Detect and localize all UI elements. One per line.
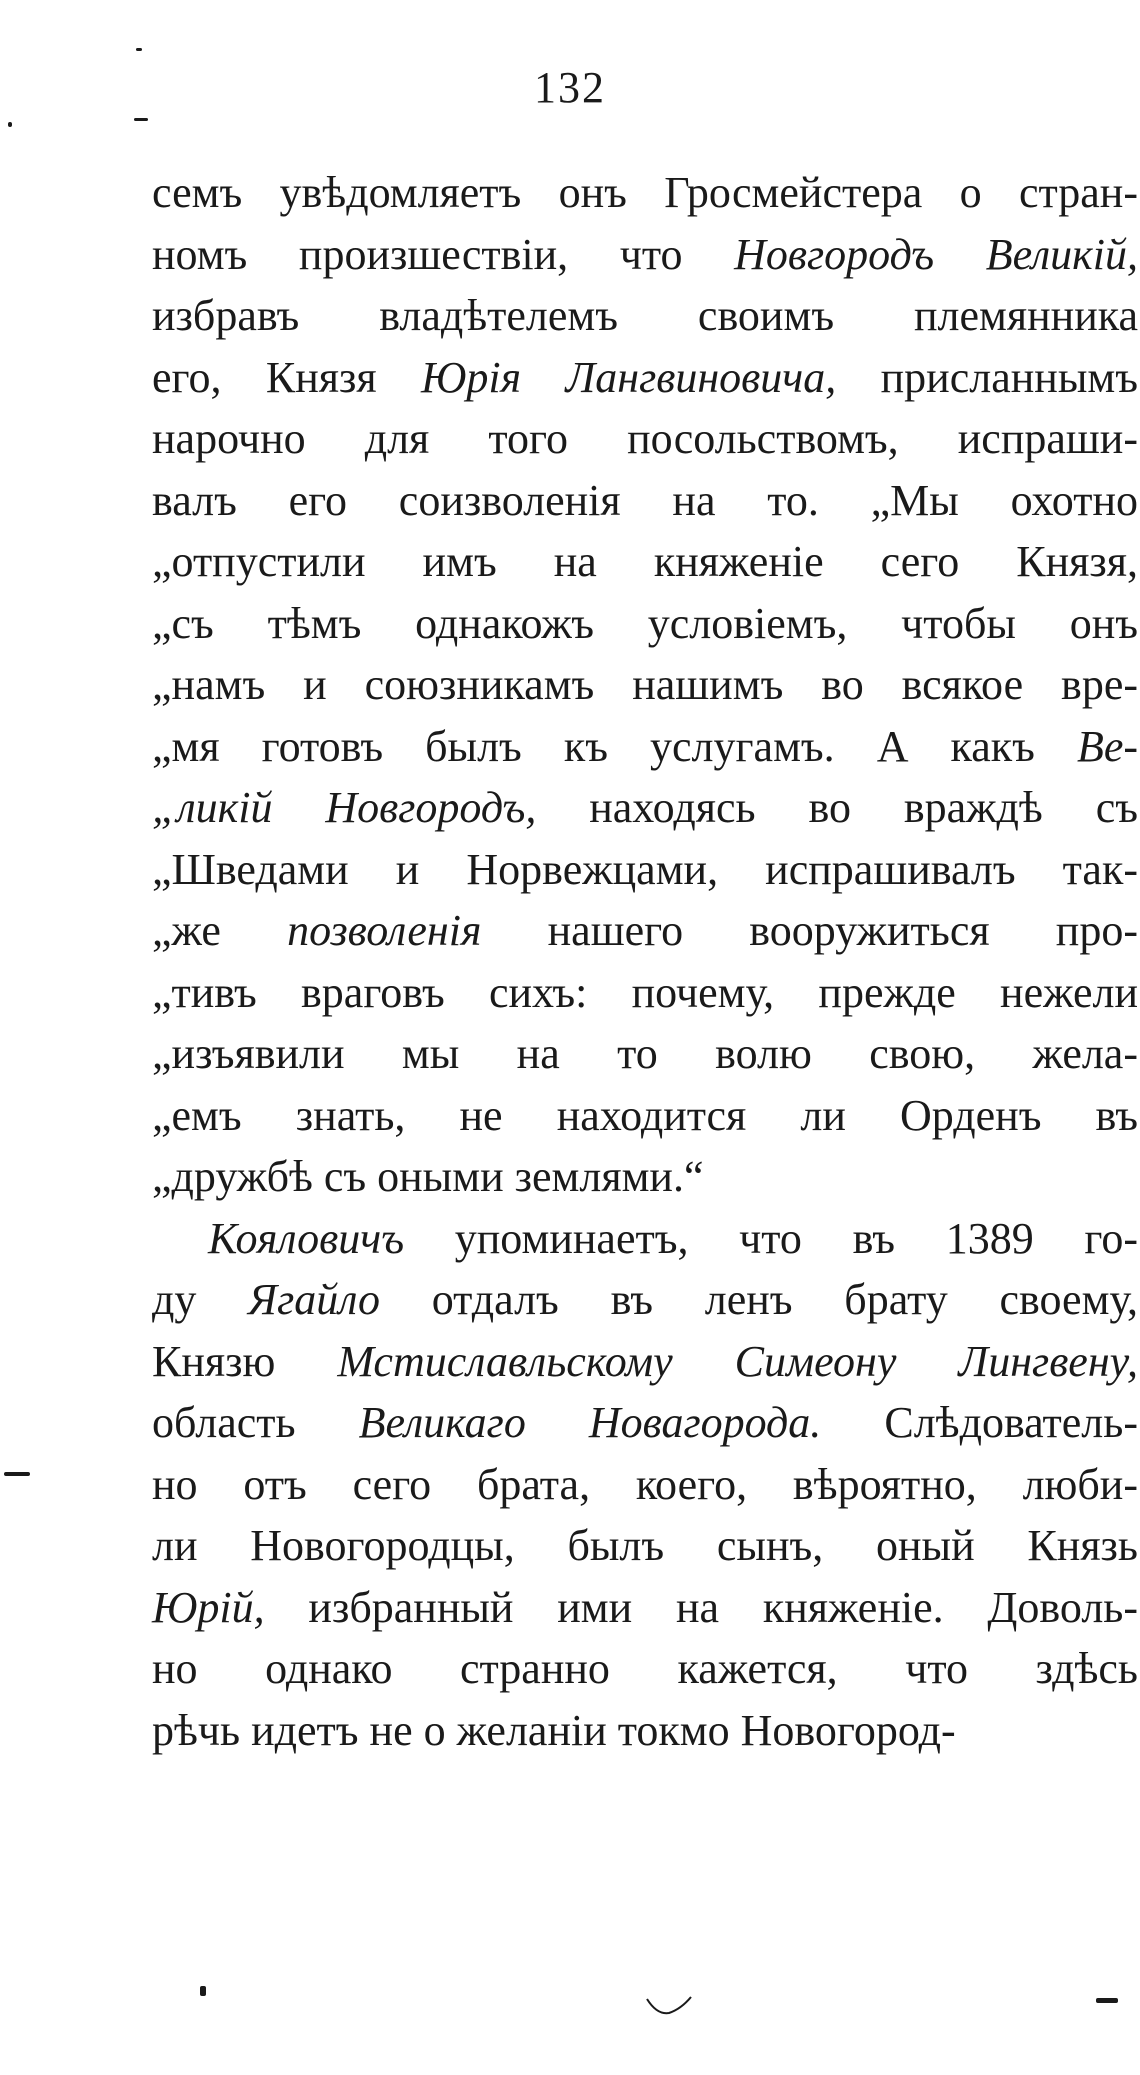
text-line <box>152 285 1138 347</box>
text-line <box>152 1085 1138 1147</box>
text-segment: его, Князя <box>152 352 421 402</box>
text-line <box>152 716 1138 778</box>
text-line <box>152 593 1138 655</box>
signature-mark <box>645 1995 693 2017</box>
text-segment: „Шведами и Норвежцами, испрашивалъ так- <box>152 844 1138 894</box>
text-line <box>152 962 1138 1024</box>
text-line <box>152 347 1138 409</box>
text-segment: номъ произшествіи, что <box>152 229 735 279</box>
italic-text: Юрія Лангвиновича, <box>420 352 837 402</box>
text-line <box>152 900 1138 962</box>
text-line <box>152 1331 1138 1393</box>
scan-speck <box>4 1472 30 1476</box>
text-segment: упоминаетъ, что въ 1389 го- <box>404 1213 1138 1263</box>
text-segment: избравъ владѣтелемъ своимъ племянника <box>152 291 1138 340</box>
text-line <box>152 531 1138 593</box>
text-line <box>152 1515 1138 1577</box>
text-segment: „намъ и союзникамъ нашимъ во всякое вре- <box>152 660 1138 709</box>
text-segment: „дружбѣ съ оными землями.“ <box>152 1152 704 1201</box>
text-segment: избранный ими на княженіе. Доволь- <box>264 1582 1138 1632</box>
scan-speck <box>1096 1998 1118 2003</box>
text-line <box>152 162 1138 224</box>
scan-speck <box>136 48 142 51</box>
italic-text: позволенія <box>287 906 482 955</box>
text-segment: „отпустили имъ на княженіе сего Князя, <box>152 537 1138 586</box>
text-segment: нарочно для того посольствомъ, испраши- <box>152 414 1138 463</box>
text-line <box>152 1638 1138 1700</box>
text-line <box>152 470 1138 532</box>
italic-text: Ягайло <box>248 1275 380 1324</box>
text-line <box>152 1269 1138 1331</box>
text-line <box>152 1208 1138 1270</box>
text-segment: „емъ знать, не находится ли Орденъ въ <box>152 1090 1138 1140</box>
text-line <box>152 1454 1138 1516</box>
text-segment: ду <box>152 1275 249 1324</box>
text-segment: „мя готовъ былъ къ услугамъ. А какъ <box>152 721 1077 771</box>
text-segment: Слѣдователь- <box>821 1398 1138 1447</box>
text-segment: Князю <box>152 1336 338 1386</box>
text-line <box>152 1392 1138 1454</box>
text-segment: семъ увѣдомляетъ онъ Гросмейстера о стран- <box>152 168 1138 217</box>
italic-text: Юрій, <box>152 1582 265 1632</box>
text-segment: рѣчь идетъ не о желаніи токмо Новогород- <box>152 1705 956 1755</box>
italic-text: Великаго Новагорода. <box>358 1398 822 1447</box>
text-line <box>152 1577 1138 1639</box>
body-text <box>152 162 1138 1761</box>
text-segment: область <box>152 1398 359 1447</box>
page-number: 132 <box>534 63 606 112</box>
text-segment: нашего вооружиться про- <box>481 906 1138 955</box>
text-segment: но отъ сего брата, коего, вѣроятно, люби- <box>152 1459 1138 1509</box>
text-line <box>152 654 1138 716</box>
text-line <box>152 839 1138 901</box>
italic-text: Новгородъ Великій, <box>734 229 1138 279</box>
text-line <box>152 1700 1138 1762</box>
text-segment: „тивъ враговъ сихъ: почему, прежде нежели <box>152 967 1138 1017</box>
italic-text: Кояловичъ <box>208 1213 405 1263</box>
text-segment: находясь во враждѣ съ <box>536 783 1138 832</box>
text-segment: „же <box>152 906 288 955</box>
italic-text: Мстиславльскому Симеону Лингвену, <box>337 1336 1138 1386</box>
text-line <box>152 1146 1138 1208</box>
text-segment: „изъявили мы на то волю свою, жела- <box>152 1029 1138 1078</box>
text-line <box>152 1023 1138 1085</box>
text-line <box>152 408 1138 470</box>
italic-text: Be- <box>1076 721 1138 771</box>
scan-speck <box>8 122 12 127</box>
italic-text: „ликій Новгородъ, <box>152 783 537 832</box>
text-line <box>152 777 1138 839</box>
text-segment: валъ его соизволенія на то. „Мы охотно <box>152 475 1138 525</box>
text-segment: отдалъ въ ленъ брату своему, <box>379 1275 1139 1324</box>
scan-speck <box>134 118 148 121</box>
text-line <box>152 224 1138 286</box>
text-segment: ли Новогородцы, былъ сынъ, оный Князь <box>152 1521 1138 1570</box>
text-segment: но однако странно кажется, что здѣсь <box>152 1644 1138 1693</box>
scan-speck <box>200 1986 206 1996</box>
text-segment: присланнымъ <box>836 352 1138 402</box>
text-segment: „съ тѣмъ однакожъ условіемъ, чтобы онъ <box>152 598 1138 648</box>
